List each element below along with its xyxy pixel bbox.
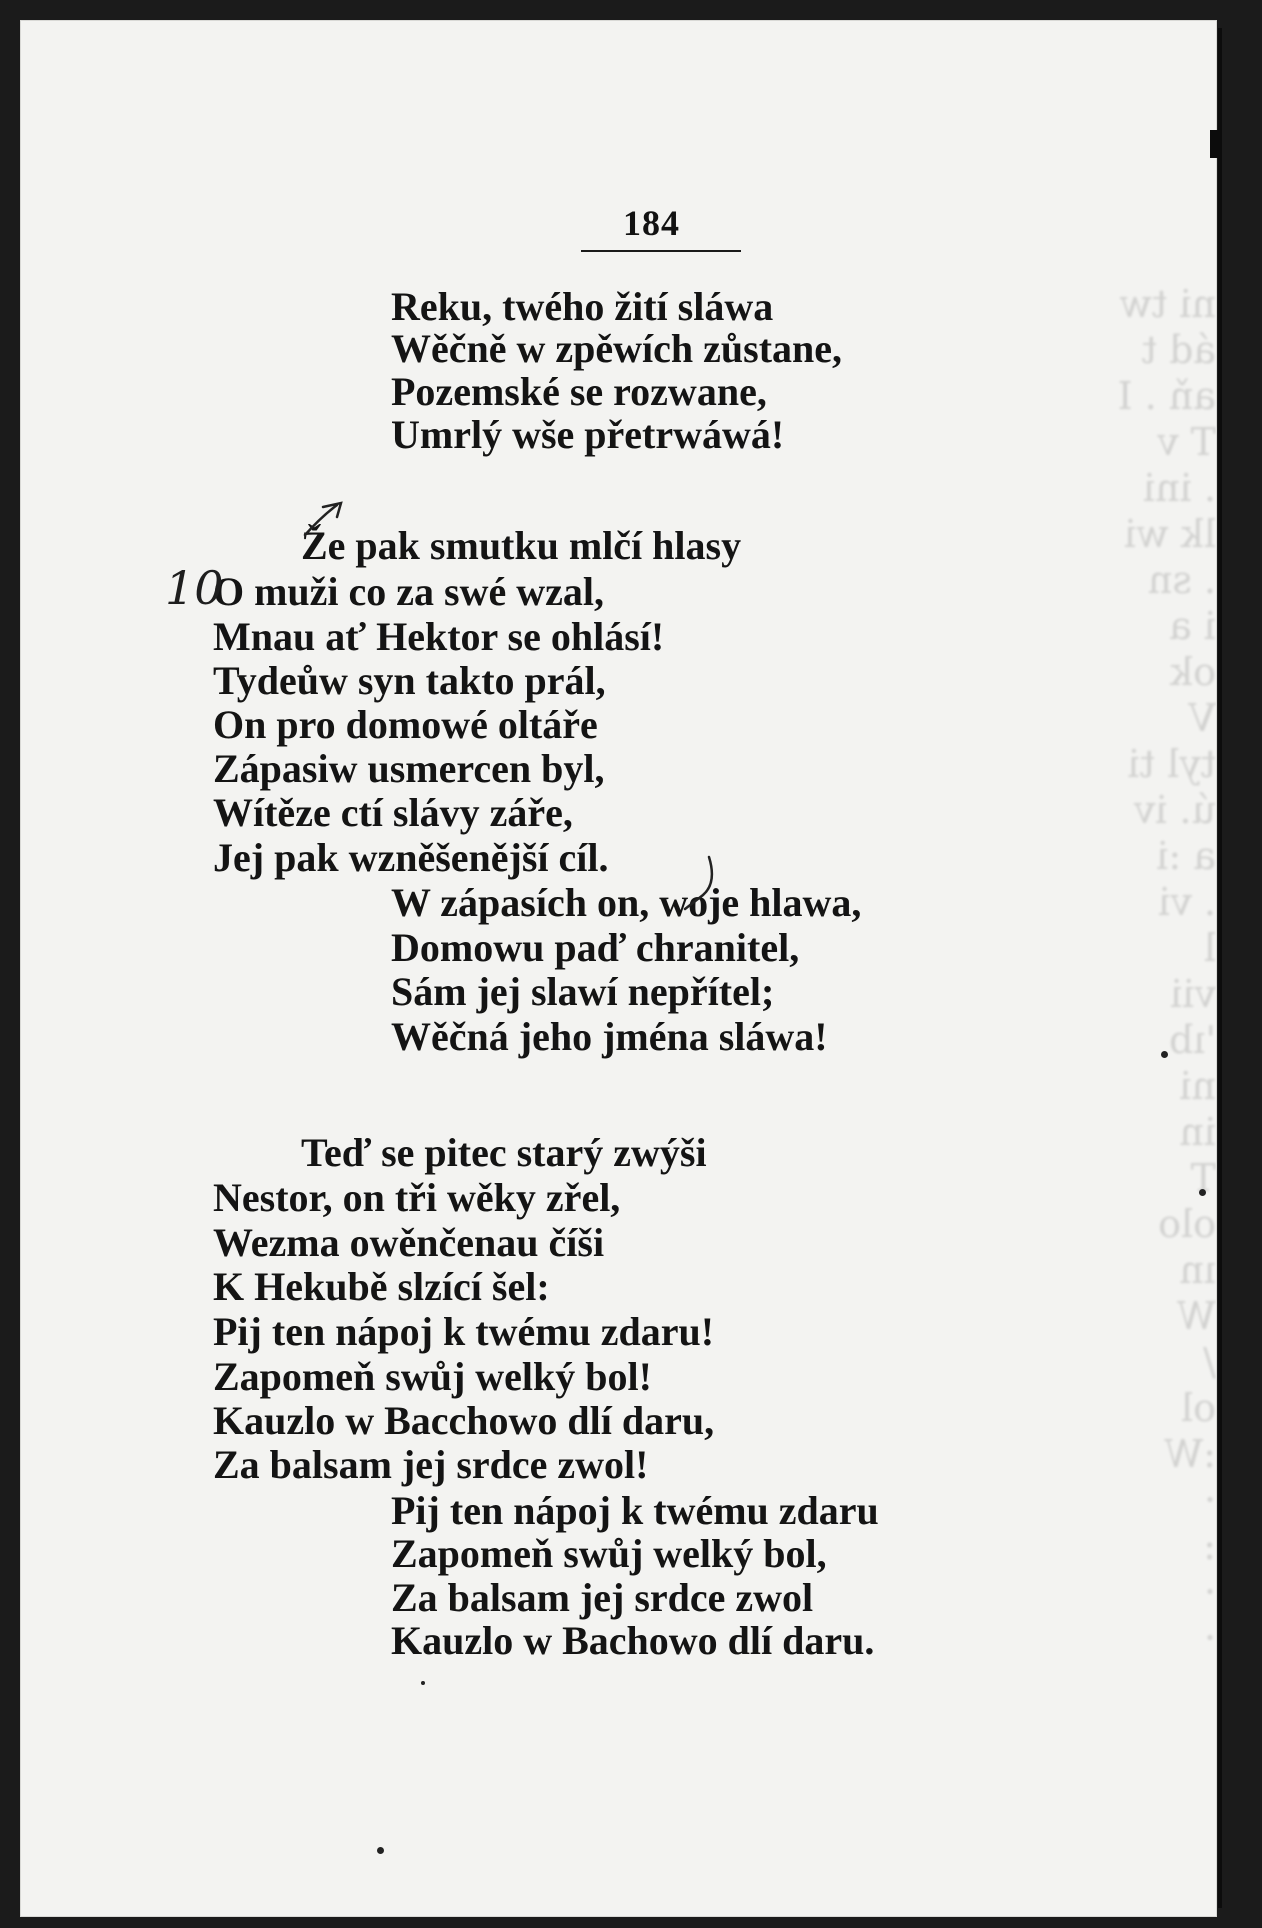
page-edge-tick [1210, 130, 1220, 158]
verse-line: K Hekubě slzící šel: [213, 1264, 550, 1309]
page-number: 184 [623, 203, 680, 243]
verse-line: Nestor, on tři wěky zřel, [213, 1175, 621, 1220]
verse-line: Sám jej slawí nepřítel; [391, 969, 775, 1014]
verse-line: Pozemské se rozwane, [391, 369, 767, 414]
verse-line: Zápasiw usmercen byl, [213, 746, 605, 791]
handwritten-bracket-mark-icon [681, 853, 721, 913]
verse-line: Wítěze ctí slávy záře, [213, 790, 573, 835]
ink-speck [1199, 1189, 1206, 1196]
show-through-from-reverse-page: ni tw ád t aň . I T v . ini lk wi . sn i a ok V tyl ti ú. iv a :i . vi l vii 'ıb ni in T olo ın W / ol :W · : · · [1117, 282, 1216, 1660]
verse-line: Za balsam jej srdce zwol! [213, 1442, 649, 1487]
ink-speck [1161, 1051, 1168, 1058]
verse-line: Wezma owěnčenau číši [213, 1220, 605, 1265]
verse-line: Umrlý wše přetrwáwá! [391, 412, 785, 457]
ink-speck [421, 1681, 425, 1685]
handwritten-verse-number: 10 [165, 561, 224, 615]
verse-line: O muži co za swé wzal, [213, 569, 605, 614]
verse-line: Reku, twého žití sláwa [391, 284, 774, 329]
handwritten-insertion-mark-icon [301, 499, 361, 539]
verse-line: Že pak smutku mlčí hlasy [301, 523, 742, 568]
verse-line: Tydeůw syn takto prál, [213, 658, 606, 703]
verse-line: Wěčně w zpěwích zůstane, [391, 326, 843, 371]
verse-line: Pij ten nápoj k twému zdaru [391, 1488, 879, 1533]
poem-body [21, 21, 1216, 1916]
page-edge-rule [1218, 28, 1222, 1908]
verse-line: Jej pak wzněšenější cíl. [213, 835, 609, 880]
verse-line: Kauzlo w Bachowo dlí daru. [391, 1618, 875, 1663]
ink-speck [377, 1847, 384, 1854]
verse-line: Mnau ať Hektor se ohlásí! [213, 614, 665, 659]
book-page [20, 20, 1217, 1917]
verse-line: Domowu paď chranitel, [391, 925, 800, 970]
verse-line: On pro domowé oltáře [213, 702, 598, 747]
verse-line: Za balsam jej srdce zwol [391, 1575, 814, 1620]
verse-line: Zapomeň swůj welký bol, [391, 1531, 827, 1576]
verse-line: Kauzlo w Bacchowo dlí daru, [213, 1398, 715, 1443]
verse-line: W zápasích on, woje hlawa, [391, 880, 862, 925]
verse-line: Wěčná jeho jména sláwa! [391, 1014, 828, 1059]
verse-line: Pij ten nápoj k twému zdaru! [213, 1309, 715, 1354]
verse-line: Zapomeň swůj welký bol! [213, 1354, 652, 1399]
verse-line: Teď se pitec starý zwýši [301, 1130, 707, 1175]
